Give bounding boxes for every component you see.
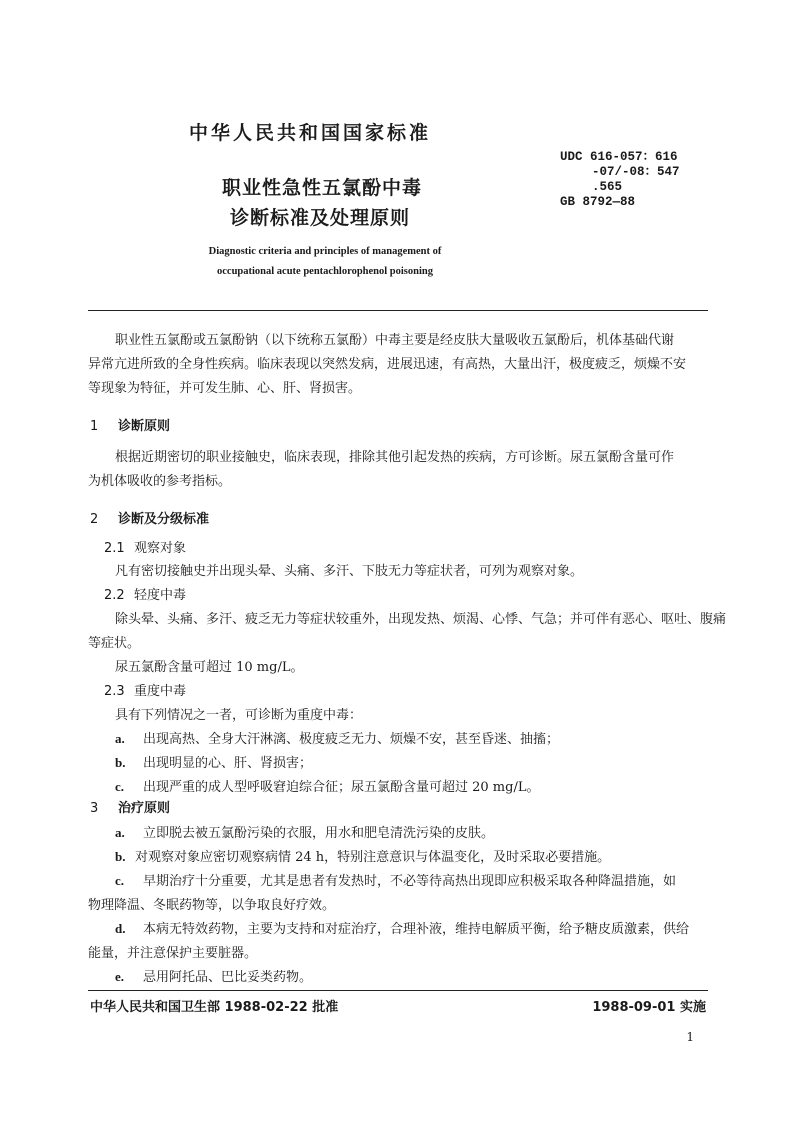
list-item [115,728,559,747]
section-2-heading [90,508,209,527]
list-item-text: 出现严重的成人型呼吸窘迫综合征；尿五氯酚含量可超过 20 mg/L。 [143,780,540,795]
footer-divider [88,990,708,991]
national-standard-heading: 中华人民共和国国家标准 [188,122,431,144]
intro-line-2: 异常亢进所致的全身性疾病。临床表现以突然发病，进展迅速，有高热，大量出汗，极度疲乏，烦燥不安 [88,357,687,372]
subsection-2-2-number: 2.2 [104,588,125,603]
subsection-2-3-number: 2.3 [104,684,125,699]
udc-line-3: .565 [592,180,623,194]
page-number: 1 [686,1030,694,1044]
list-item-text: 出现明显的心、肝、肾损害； [143,756,313,771]
treatment-item-c [115,870,676,889]
treatment-item-a [115,822,494,841]
section-1-number: 1 [90,419,99,434]
subsection-2-3-heading [104,680,186,699]
section-2-title: 诊断及分级标准 [118,512,210,527]
section-1-line-2: 为机体吸收的参考指标。 [88,474,232,489]
title-line-1: 职业性急性五氯酚中毒 [222,177,423,199]
list-item-text: 出现高热、全身大汗淋漓、极度疲乏无力、烦燥不安，甚至昏迷、抽搐； [143,732,560,747]
subsection-2-1-title: 观察对象 [134,541,187,556]
treatment-item-a-text: 立即脱去被五氯酚污染的衣服，用水和肥皂清洗污染的皮肤。 [143,826,495,841]
section-1-line-1: 根据近期密切的职业接触史，临床表现，排除其他引起发热的疾病，方可诊断。尿五氯酚含量可作 [115,450,675,465]
section-1-heading [90,415,170,434]
treatment-item-d-label: d. [115,921,126,936]
list-item-label: c. [115,779,125,794]
subsection-2-2-line-2: 等症状。 [88,636,141,651]
subsection-2-1-text: 凡有密切接触史并出现头晕、头痛、多汗、下肢无力等症状者，可列为观察对象。 [115,564,584,579]
subsection-2-1-number: 2.1 [104,541,125,556]
section-3-number: 3 [90,801,99,816]
intro-line-3: 等现象为特征，并可发生肺、心、肝、肾损害。 [88,381,362,396]
treatment-item-c-label: c. [115,873,125,888]
treatment-item-c-text: 早期治疗十分重要，尤其是患者有发热时，不必等待高热出现即应积极采取各种降温措施，如 [143,874,677,889]
treatment-item-c-continuation: 物理降温、冬眠药物等，以争取良好疗效。 [88,898,336,913]
udc-line-2: -07/-08：547 [592,165,680,179]
subsection-2-3-title: 重度中毒 [134,684,187,699]
subsection-2-3-intro: 具有下列情况之一者，可诊断为重度中毒： [115,708,363,723]
english-title-line-2: occupational acute pentachlorophenol poisoning [217,266,433,277]
section-3-title: 治疗原则 [118,801,171,816]
treatment-item-d-text: 本病无特效药物，主要为支持和对症治疗，合理补液，维持电解质平衡，给予糖皮质激素，供给 [143,922,690,937]
treatment-item-e [115,966,312,985]
udc-block [560,150,680,210]
intro-line-1: 职业性五氯酚或五氯酚钠（以下统称五氯酚）中毒主要是经皮肤大量吸收五氯酚后，机体基础代谢 [115,333,675,348]
effective-date: 1988-09-01 实施 [592,1000,706,1015]
english-title-line-1: Diagnostic criteria and principles of management of [208,246,442,257]
title-line-2: 诊断标准及处理原则 [230,207,411,229]
section-3-heading [90,797,170,816]
header-divider [88,310,708,311]
treatment-item-e-label: e. [115,969,125,984]
udc-line-1: UDC 616-057：616 [560,150,678,164]
subsection-2-2-line-3: 尿五氯酚含量可超过 10 mg/L。 [115,660,304,675]
treatment-item-b [115,846,610,865]
approval-note: 中华人民共和国卫生部 1988-02-22 批准 [90,1000,339,1015]
gb-code: GB 8792—88 [560,195,636,209]
list-item-label: a. [115,731,125,746]
treatment-item-d [115,918,689,937]
treatment-item-e-text: 忌用阿托品、巴比妥类药物。 [143,970,313,985]
treatment-item-d-continuation: 能量，并注意保护主要脏器。 [88,946,258,961]
subsection-2-2-heading [104,584,186,603]
treatment-item-b-label: b. [115,849,126,864]
list-item [115,752,312,771]
section-1-title: 诊断原则 [118,419,171,434]
treatment-item-b-text: 对观察对象应密切观察病情 24 h，特别注意意识与体温变化，及时采取必要措施。 [135,850,611,865]
subsection-2-2-title: 轻度中毒 [134,588,187,603]
section-2-number: 2 [90,512,99,527]
list-item-label: b. [115,755,126,770]
list-item [115,776,539,795]
subsection-2-1-heading [104,537,186,556]
treatment-item-a-label: a. [115,825,125,840]
subsection-2-2-line-1: 除头晕、头痛、多汗、疲乏无力等症状较重外，出现发热、烦渴、心悸、气急；并可伴有恶心、呕吐、腹痛 [115,612,727,627]
